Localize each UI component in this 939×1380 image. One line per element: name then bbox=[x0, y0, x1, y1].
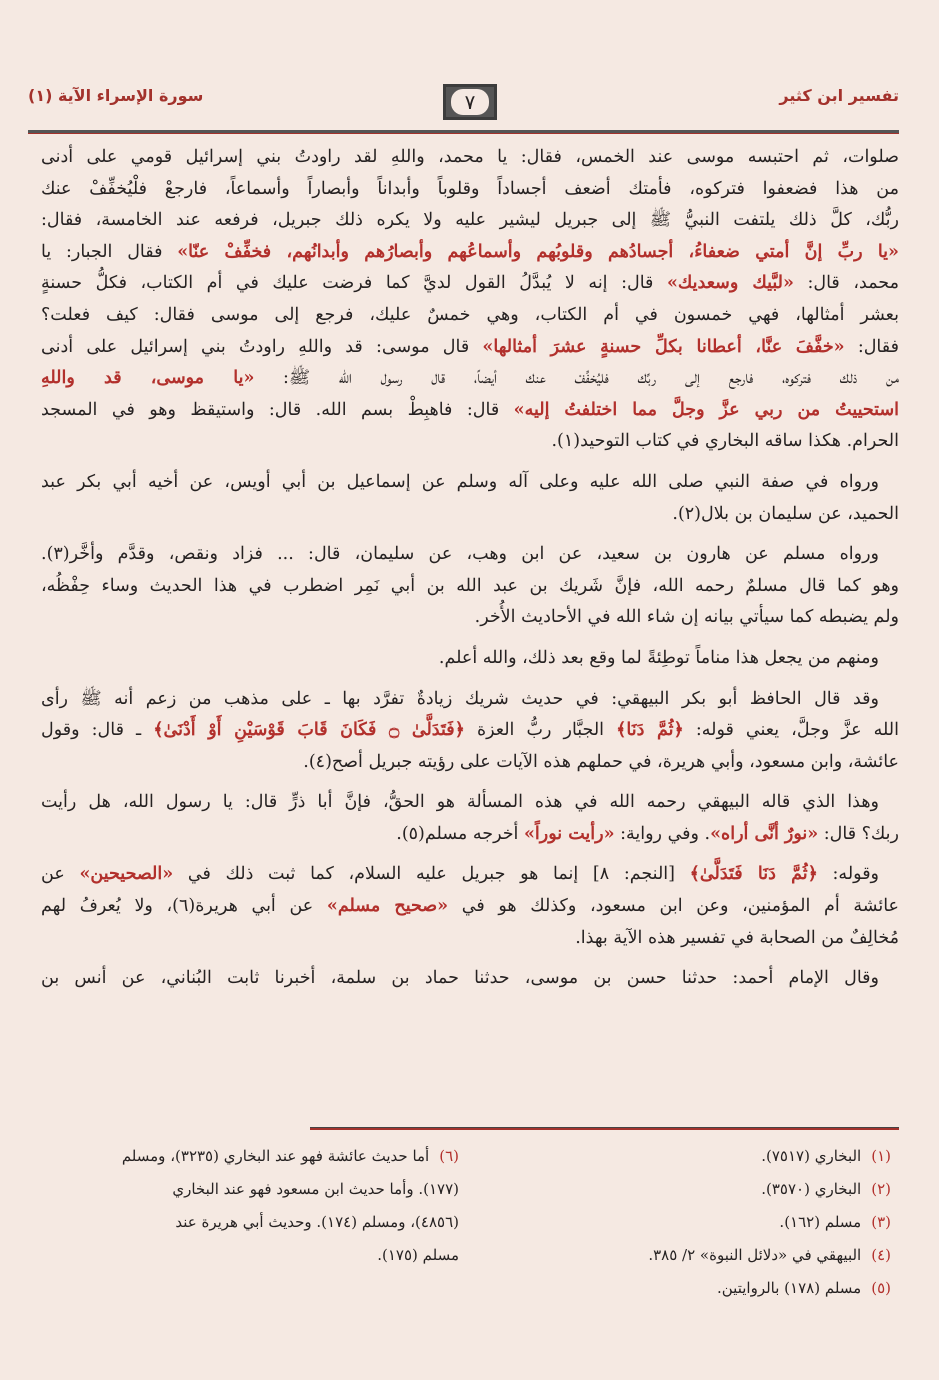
text-segment: وهو كما قال مسلمٌ رحمه الله، فإنَّ شَريك بن عبد الله بن أبي نَمِر اضطرب في هذا الحديث وساء حِفْظُه، bbox=[41, 575, 899, 596]
text-segment: عائشة أم المؤمنين، وعن ابن مسعود، وكذلك هو في bbox=[448, 896, 899, 917]
footnote-divider bbox=[310, 1127, 899, 1130]
text-line bbox=[41, 715, 899, 747]
text-line bbox=[41, 747, 899, 779]
text-segment: مُخالِفٌ من الصحابة في تفسير هذه الآية بهذا. bbox=[575, 927, 899, 948]
main-text bbox=[41, 142, 899, 1004]
text-line bbox=[41, 787, 899, 819]
text-segment: صلوات، ثم احتبسه موسى عند الخمس، فقال: يا محمد، واللهِ لقد راودتُ بني إسرائيل قومي على أدنى bbox=[41, 147, 899, 167]
quote-text: «خفَّفَ عنَّا، أعطانا بكلِّ حسنةٍ عشرَ أمثالها» bbox=[482, 336, 845, 357]
text-line bbox=[41, 923, 899, 955]
text-line bbox=[41, 363, 899, 395]
paragraph bbox=[41, 684, 899, 779]
footnote-number: (٥) bbox=[871, 1279, 891, 1297]
footnote-text: (٤٨٥٦)، ومسلم (١٧٤). وحديث أبي هريرة عند bbox=[175, 1213, 459, 1231]
quote-text: ﴿ثُمَّ دَنَا فَتَدَلَّىٰ﴾ bbox=[689, 864, 818, 885]
text-segment: من هذا فضعفوا فتركوه، فأمتك أضعف أجساداً وقلوباً وأبداناً وأبصاراً وأسماعاً، فارجعْ فلْيُخفِّفْ عنك bbox=[41, 178, 899, 199]
footnote-text: البيهقي في «دلائل النبوة» ٢/ ٣٨٥. bbox=[648, 1246, 862, 1264]
text-line bbox=[41, 539, 899, 571]
text-segment: وقال الإمام أحمد: حدثنا حسن بن موسى، حدثنا حماد بن سلمة، أخبرنا ثابت البُناني، عن أنس بن bbox=[41, 968, 879, 989]
footnote-number: (٤) bbox=[871, 1246, 891, 1264]
text-line bbox=[41, 602, 899, 634]
footnote bbox=[159, 1206, 459, 1239]
text-line bbox=[41, 142, 899, 174]
footnote-text: مسلم (١٧٨) بالروايتين. bbox=[717, 1279, 862, 1297]
footnotes-right-column bbox=[591, 1140, 891, 1305]
text-segment: [النجم: ٨] إنما هو جبريل عليه السلام، كما ثبت ذلك في bbox=[173, 864, 690, 885]
text-segment: وقد قال الحافظ أبو بكر البيهقي: في حديث شريك زيادةٌ تفرَّد بها ـ على مذهب من زعم أنه ﷺ رأى bbox=[41, 688, 879, 709]
text-segment: عن أبي هريرة(٦)، ولا يُعرفُ لهم bbox=[41, 896, 327, 917]
footnote bbox=[591, 1206, 891, 1239]
text-segment: أخرجه مسلم(٥). bbox=[396, 823, 524, 844]
quote-text: «صحيح مسلم» bbox=[326, 896, 449, 917]
text-segment: الجبَّار ربُّ العزة bbox=[464, 720, 617, 741]
text-line bbox=[41, 819, 899, 851]
book-title: تفسير ابن كثير bbox=[779, 86, 899, 105]
text-segment: محمد، قال: bbox=[793, 273, 899, 294]
text-segment: فقال الجبار: يا bbox=[41, 241, 178, 262]
footnote-text: مسلم (١٦٢). bbox=[779, 1213, 862, 1231]
text-segment: ورواه في صفة النبي صلى الله عليه وعلى آله وسلم عن إسماعيل بن أبي أويس، عن أخيه أبي بكر عبد bbox=[41, 471, 879, 492]
text-line bbox=[41, 237, 899, 269]
text-segment: فقال: bbox=[844, 336, 899, 357]
footnote bbox=[591, 1239, 891, 1272]
footnote-number: (٢) bbox=[871, 1180, 891, 1198]
footnote-text: (١٧٧). وأما حديث ابن مسعود فهو عند البخاري bbox=[172, 1180, 459, 1198]
text-line bbox=[41, 395, 899, 427]
quote-text: «الصحيحين» bbox=[79, 864, 174, 885]
footnote-number: (١) bbox=[871, 1147, 891, 1165]
text-segment: وهذا الذي قاله البيهقي رحمه الله في هذه المسألة هو الحقُّ، فإنَّ أبا ذرٍّ قال: يا رسول الله، هل رأيت bbox=[41, 792, 879, 813]
text-line bbox=[41, 205, 899, 237]
footnote-number: (٦) bbox=[439, 1147, 459, 1165]
quote-text: «لبَّيك وسعديك» bbox=[666, 273, 794, 294]
text-segment: من ذلك فتركوه، فارجع إلى ربِّك فليُخفِّفْ عنك أيضاً، قال رسول الله ﷺ: bbox=[254, 368, 899, 389]
footnote-text: مسلم (١٧٥). bbox=[377, 1246, 459, 1264]
text-segment: عن bbox=[41, 864, 80, 885]
text-segment: عائشة، وابن مسعود، وأبي هريرة، في حملهم هذه الآيات على رؤيته جبريل أصح(٤). bbox=[303, 751, 899, 772]
quote-text: «نورٌ أنَّى أراه» bbox=[710, 823, 819, 844]
text-segment: ربُّك، كلَّ ذلك يلتفت النبيُّ ﷺ إلى جبريل ليشير عليه ولا يكره ذلك جبريل، فرفعه عند الخامسة، فقال: bbox=[41, 210, 899, 231]
quote-text: استحييتُ من ربي عزَّ وجلَّ مما اختلفتُ إليه» bbox=[513, 399, 899, 420]
text-line bbox=[41, 499, 899, 531]
footnote bbox=[591, 1272, 891, 1305]
footnote-text: البخاري (٧٥١٧). bbox=[761, 1147, 862, 1165]
text-line bbox=[41, 268, 899, 300]
page-number-box bbox=[443, 84, 497, 120]
text-segment: قال: إنه لا يُبدَّلُ القول لديَّ كما فرضت عليك في أم الكتاب، فكلُّ حسنةٍ bbox=[41, 273, 667, 294]
quote-text: «يا ربِّ إنَّ أمتي ضعفاءُ، أجسادُهم وقلوبُهم وأسماعُهم وأبصارُهم وأبدانُهم، فخفِّفْ عنّا» bbox=[177, 241, 899, 262]
section-title: سورة الإسراء الآية (١) bbox=[28, 86, 204, 105]
quote-text: «يا موسى، قد واللهِ bbox=[41, 368, 255, 389]
text-line bbox=[41, 426, 899, 458]
text-segment: بعشر أمثالها، فهي خمسون في أم الكتاب، وهي خمسٌ عليك، فرجع إلى موسى فقال: كيف فعلت؟ bbox=[41, 304, 899, 325]
text-segment: . وفي رواية: bbox=[614, 823, 711, 844]
text-segment: ولم يضبطه كما سيأتي بيانه إن شاء الله في الأحاديث الأُخر. bbox=[474, 607, 899, 628]
text-segment: ومنهم من يجعل هذا مناماً توطِئةً لما وقع بعد ذلك، والله أعلم. bbox=[438, 647, 879, 668]
text-line bbox=[41, 859, 899, 891]
footnote bbox=[121, 1140, 459, 1173]
text-line bbox=[41, 332, 899, 364]
text-segment: ورواه مسلم عن هارون بن سعيد، عن ابن وهب، عن سليمان، قال: ... فزاد ونقص، وقدَّم وأخَّر(٣). bbox=[41, 544, 879, 565]
text-segment: قال: فاهبِطْ بسم الله. قال: واستيقظ وهو في المسجد bbox=[41, 399, 514, 420]
paragraph bbox=[41, 539, 899, 634]
quote-text: ﴿فَتَدَلَّىٰ ۝ فَكَانَ قَابَ قَوْسَيْنِ أَوْ أَدْنَىٰ﴾ bbox=[153, 720, 465, 741]
text-line bbox=[41, 891, 899, 923]
text-line bbox=[41, 571, 899, 603]
footnote bbox=[159, 1239, 459, 1272]
paragraph bbox=[41, 467, 899, 530]
paragraph bbox=[41, 859, 899, 954]
paragraph bbox=[41, 643, 899, 675]
text-line bbox=[41, 174, 899, 206]
text-segment: ـ قال: وقول bbox=[41, 720, 154, 741]
text-line bbox=[41, 467, 899, 499]
quote-text: ﴿ثُمَّ دَنَا﴾ bbox=[616, 720, 684, 741]
text-segment: الحرام. هكذا ساقه البخاري في كتاب التوحيد(١). bbox=[551, 431, 899, 452]
paragraph bbox=[41, 963, 899, 995]
text-line bbox=[41, 300, 899, 332]
quote-text: «رأيت نوراً» bbox=[523, 823, 615, 844]
text-line bbox=[41, 684, 899, 716]
text-segment: وقوله: bbox=[817, 864, 880, 885]
text-segment: الله عزَّ وجلَّ، يعني قوله: bbox=[683, 720, 899, 741]
paragraph bbox=[41, 142, 899, 458]
footnote bbox=[591, 1173, 891, 1206]
footnotes-left-column bbox=[121, 1140, 459, 1272]
header-rule bbox=[28, 130, 899, 134]
footnote-number: (٣) bbox=[871, 1213, 891, 1231]
text-segment: قال موسى: قد واللهِ راودتُ بني إسرائيل على أدنى bbox=[41, 336, 483, 357]
text-line bbox=[41, 963, 899, 995]
footnote bbox=[159, 1173, 459, 1206]
paragraph bbox=[41, 787, 899, 850]
text-segment: الحميد، عن سليمان بن بلال(٢). bbox=[672, 503, 899, 524]
footnote-text: أما حديث عائشة فهو عند البخاري (٣٢٣٥)، ومسلم bbox=[121, 1147, 430, 1165]
text-line bbox=[41, 643, 899, 675]
page-number: ٧ bbox=[451, 89, 489, 115]
text-segment: ربك؟ قال: bbox=[818, 823, 899, 844]
footnote-text: البخاري (٣٥٧٠). bbox=[761, 1180, 862, 1198]
footnote bbox=[591, 1140, 891, 1173]
